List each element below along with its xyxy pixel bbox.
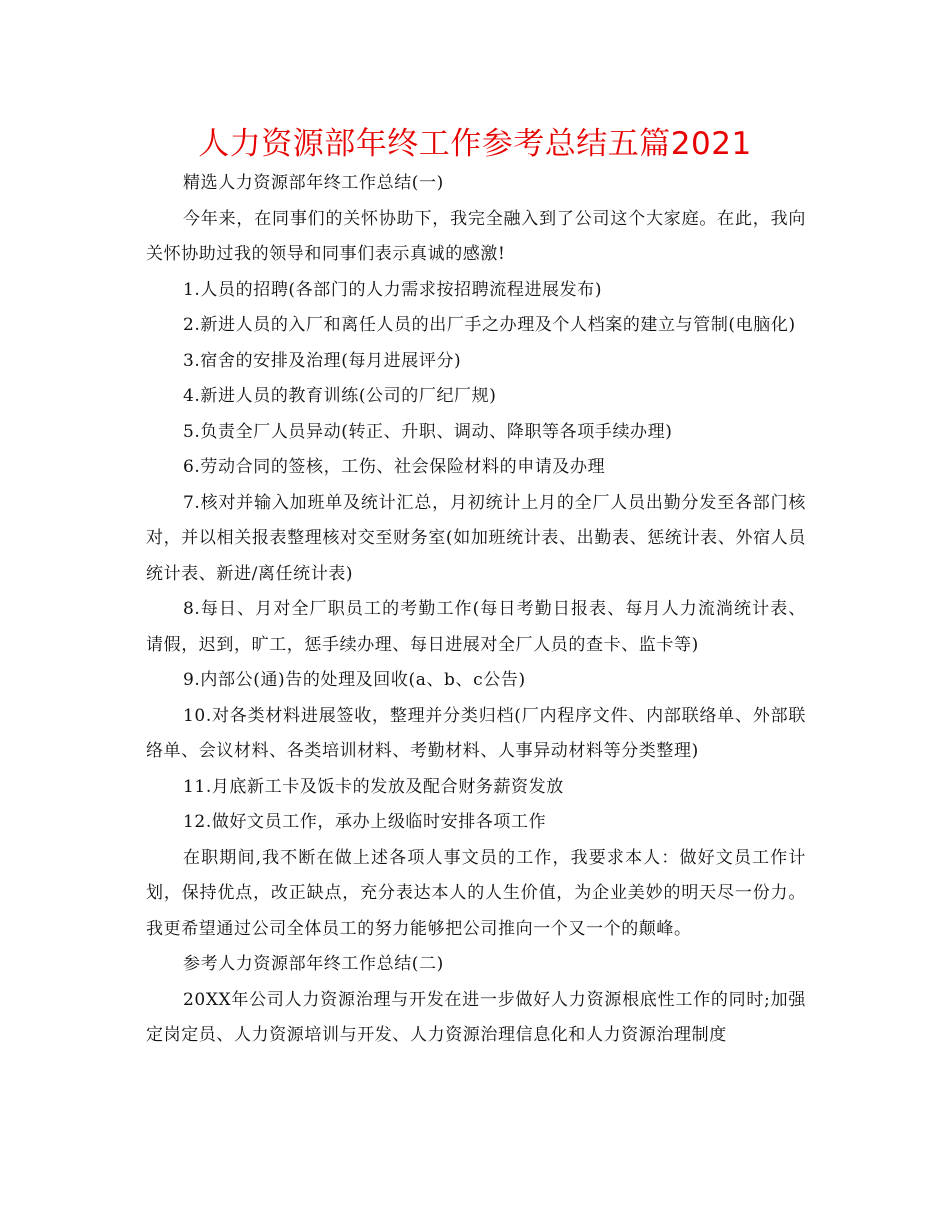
- paragraph: 20XX年公司人力资源治理与开发在进一步做好人力资源根底性工作的同时;加强定岗定员、人力资源培训与开发、人力资源治理信息化和人力资源治理制度: [146, 989, 806, 1045]
- list-item: 4.新进人员的教育训练(公司的厂纪厂规): [183, 386, 497, 406]
- paragraph: 今年来，在同事们的关怀协助下，我完全融入到了公司这个大家庭。在此，我向关怀协助过我的领导和同事们表示真诚的感激!: [146, 208, 806, 264]
- list-item: 9.内部公(通)告的处理及回收(a、b、c公告): [183, 670, 526, 690]
- list-item: 12.做好文员工作，承办上级临时安排各项工作: [183, 812, 547, 832]
- document-body: [146, 166, 806, 1054]
- section-heading: 精选人力资源部年终工作总结(一): [183, 173, 444, 193]
- list-item: 8.每日、月对全厂职员工的考勤工作(每日考勤日报表、每月人力流淌统计表、请假，迟到，旷工，惩手续办理、每日进展对全厂人员的查卡、监卡等): [146, 599, 806, 655]
- list-item: 11.月底新工卡及饭卡的发放及配合财务薪资发放: [183, 776, 564, 797]
- list-item: 2.新进人员的入厂和离任人员的出厂手之办理及个人档案的建立与管制(电脑化): [183, 315, 796, 335]
- list-item: 1.人员的招聘(各部门的人力需求按招聘流程进展发布): [183, 279, 603, 300]
- section-heading: 参考人力资源部年终工作总结(二): [183, 954, 444, 974]
- list-item: 7.核对并输入加班单及统计汇总，月初统计上月的全厂人员出勤分发至各部门核对，并以相关报表整理核对交至财务室(如加班统计表、出勤表、惩统计表、外宿人员统计表、新进/离任统计表): [146, 492, 806, 584]
- list-item: 6.劳动合同的签核，工伤、社会保险材料的申请及办理: [183, 457, 606, 477]
- paragraph: 在职期间,我不断在做上述各项人事文员的工作，我要求本人：做好文员工作计划，保持优点，改正缺点，充分表达本人的人生价值，为企业美妙的明天尽一份力。我更希望通过公司全体员工的努力能够把公司推向一个又一个的颠峰。: [146, 847, 806, 939]
- list-item: 10.对各类材料进展签收，整理并分类归档(厂内程序文件、内部联络单、外部联络单、会议材料、各类培训材料、考勤材料、人事异动材料等分类整理): [146, 705, 806, 761]
- document-title: 人力资源部年终工作参考总结五篇2021: [198, 126, 752, 162]
- list-item: 3.宿舍的安排及治理(每月进展评分): [183, 350, 462, 371]
- list-item: 5.负责全厂人员异动(转正、升职、调动、降职等各项手续办理): [183, 421, 673, 442]
